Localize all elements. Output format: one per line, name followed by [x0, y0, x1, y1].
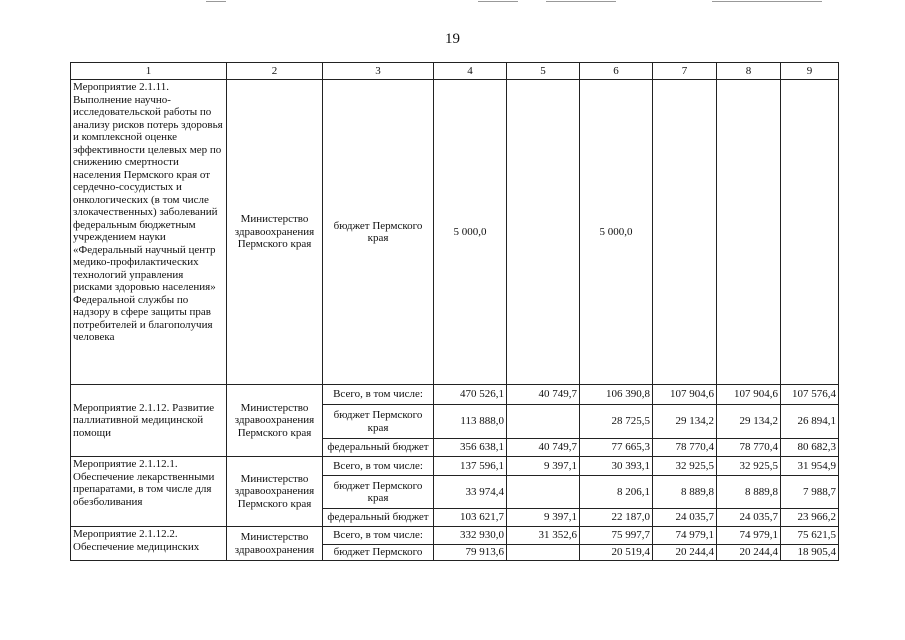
value-cell: [507, 545, 580, 561]
value-cell: [507, 405, 580, 439]
value-cell: 77 665,3: [580, 439, 653, 457]
value-cell: 30 393,1: [580, 457, 653, 476]
funding-source-cell: бюджет Пермского: [323, 545, 434, 561]
value-cell: 31 954,9: [781, 457, 839, 476]
funding-source-cell: бюджет Пермского края: [323, 476, 434, 509]
value-cell: 29 134,2: [653, 405, 717, 439]
value-cell: 20 244,4: [717, 545, 781, 561]
value-cell: 24 035,7: [653, 509, 717, 527]
executor-cell: Министерство здравоохранения Пермского края: [227, 80, 323, 385]
value-cell: 356 638,1: [434, 439, 507, 457]
value-cell: 18 905,4: [781, 545, 839, 561]
value-cell: 23 966,2: [781, 509, 839, 527]
value-cell: [717, 80, 781, 385]
value-cell: [653, 80, 717, 385]
budget-table: [70, 62, 839, 561]
measure-name-cell: Мероприятие 2.1.12.2. Обеспечение медицинских: [71, 527, 227, 561]
value-cell: 8 889,8: [653, 476, 717, 509]
value-cell: 7 988,7: [781, 476, 839, 509]
value-cell: 107 904,6: [653, 385, 717, 405]
value-cell: 74 979,1: [717, 527, 781, 545]
value-cell: 332 930,0: [434, 527, 507, 545]
value-cell: 20 244,4: [653, 545, 717, 561]
value-cell: 107 904,6: [717, 385, 781, 405]
table-row: [71, 385, 839, 405]
value-cell: 28 725,5: [580, 405, 653, 439]
value-cell: 75 621,5: [781, 527, 839, 545]
column-header: 9: [781, 63, 839, 80]
value-cell: 470 526,1: [434, 385, 507, 405]
funding-source-cell: бюджет Пермского края: [323, 405, 434, 439]
value-cell: 40 749,7: [507, 385, 580, 405]
value-cell: 107 576,4: [781, 385, 839, 405]
value-cell: 40 749,7: [507, 439, 580, 457]
value-cell: 22 187,0: [580, 509, 653, 527]
funding-source-cell: Всего, в том числе:: [323, 527, 434, 545]
value-cell: 32 925,5: [717, 457, 781, 476]
value-cell: 78 770,4: [717, 439, 781, 457]
table-row: [71, 527, 839, 545]
value-cell: 33 974,4: [434, 476, 507, 509]
value-cell: 74 979,1: [653, 527, 717, 545]
value-cell: 78 770,4: [653, 439, 717, 457]
column-header: 1: [71, 63, 227, 80]
value-cell: 20 519,4: [580, 545, 653, 561]
value-cell: [507, 476, 580, 509]
value-cell: 80 682,3: [781, 439, 839, 457]
value-cell: 24 035,7: [717, 509, 781, 527]
table-row: [71, 457, 839, 476]
value-cell: 103 621,7: [434, 509, 507, 527]
column-header: 5: [507, 63, 580, 80]
value-cell: 106 390,8: [580, 385, 653, 405]
funding-source-cell: Всего, в том числе:: [323, 457, 434, 476]
measure-name-cell: Мероприятие 2.1.12. Развитие паллиативной медицинской помощи: [71, 385, 227, 457]
column-header: 3: [323, 63, 434, 80]
column-header: 2: [227, 63, 323, 80]
executor-cell: Министерство здравоохранения: [227, 527, 323, 561]
value-cell: 29 134,2: [717, 405, 781, 439]
value-cell: 8 889,8: [717, 476, 781, 509]
column-header: 7: [653, 63, 717, 80]
column-header: 4: [434, 63, 507, 80]
executor-cell: Министерство здравоохранения Пермского края: [227, 385, 323, 457]
value-cell: 9 397,1: [507, 509, 580, 527]
table-row: [71, 80, 839, 385]
value-cell: 9 397,1: [507, 457, 580, 476]
value-cell: 5 000,0: [580, 80, 653, 385]
column-header: 6: [580, 63, 653, 80]
page-number: 19: [445, 31, 460, 47]
value-cell: 79 913,6: [434, 545, 507, 561]
value-cell: 137 596,1: [434, 457, 507, 476]
funding-source-cell: бюджет Пермского края: [323, 80, 434, 385]
value-cell: 113 888,0: [434, 405, 507, 439]
value-cell: 8 206,1: [580, 476, 653, 509]
funding-source-cell: федеральный бюджет: [323, 439, 434, 457]
value-cell: 26 894,1: [781, 405, 839, 439]
funding-source-cell: Всего, в том числе:: [323, 385, 434, 405]
executor-cell: Министерство здравоохранения Пермского края: [227, 457, 323, 527]
measure-name-cell: Мероприятие 2.1.12.1. Обеспечение лекарственными препаратами, в том числе для обезболивания: [71, 457, 227, 527]
value-cell: 75 997,7: [580, 527, 653, 545]
column-number-row: [71, 63, 839, 80]
funding-source-cell: федеральный бюджет: [323, 509, 434, 527]
value-cell: [507, 80, 580, 385]
value-cell: 5 000,0: [434, 80, 507, 385]
value-cell: 32 925,5: [653, 457, 717, 476]
value-cell: [781, 80, 839, 385]
column-header: 8: [717, 63, 781, 80]
value-cell: 31 352,6: [507, 527, 580, 545]
measure-name-cell: Мероприятие 2.1.11. Выполнение научно-исследовательской работы по анализу рисков потерь здоровья и комплексной оценке эффективности целевых мер по снижению смертности населения Пермского края от сердечно-сосудистых и онкологических (в том числе злокачественных) заболеваний федеральным бюджетным учреждением науки «Федеральный научный центр медико-профилактических технологий управления рисками здоровью населения» Федеральной службы по надзору в сфере защиты прав потребителей и благополучия человека: [71, 80, 227, 385]
page-top-edge-marks: [0, 0, 905, 6]
